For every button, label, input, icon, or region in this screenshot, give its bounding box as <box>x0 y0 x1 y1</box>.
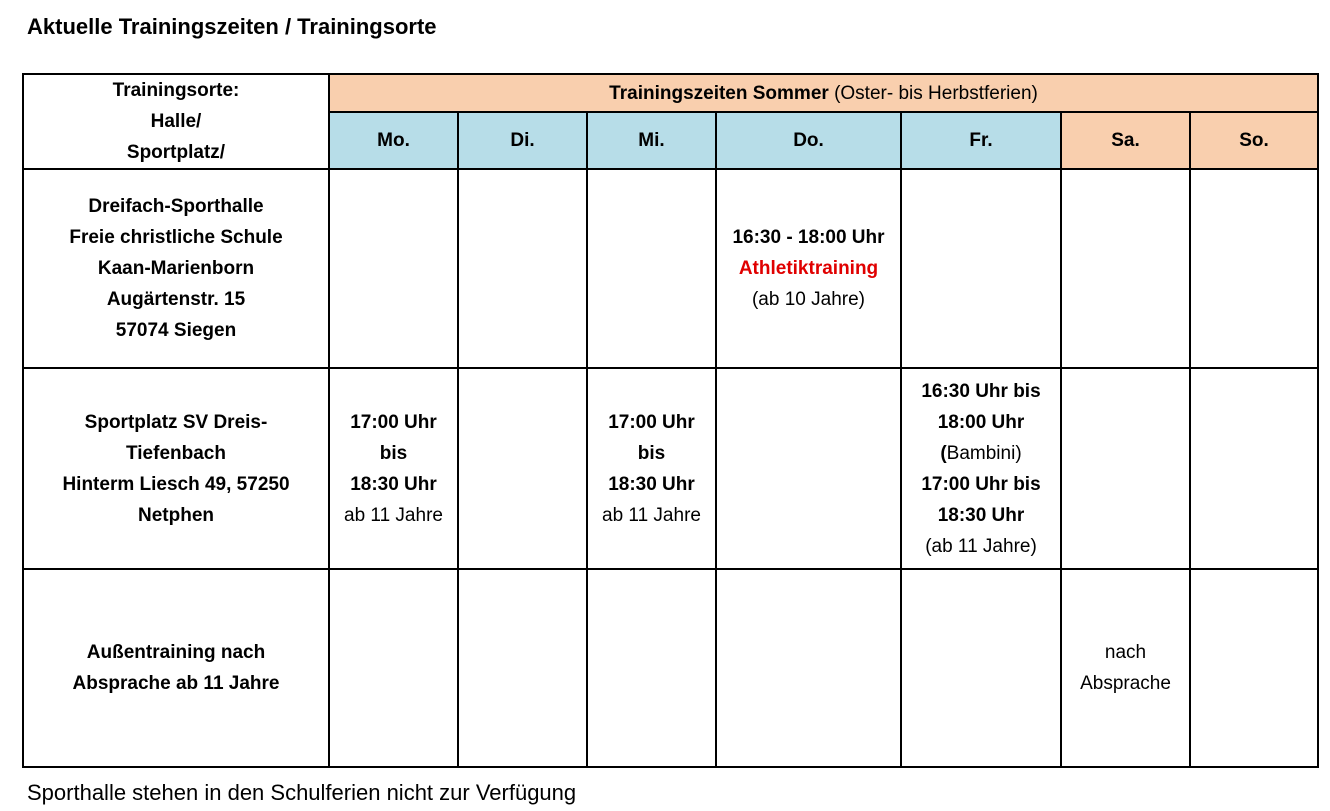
slot-cell-thu <box>716 569 901 767</box>
slot-line: 18:30 Uhr <box>937 504 1025 526</box>
day-header-wed: Mi. <box>587 112 716 169</box>
season-title: Trainingszeiten Sommer <box>609 82 829 104</box>
day-header-fri: Fr. <box>901 112 1061 169</box>
slot-cell-fri <box>901 368 1061 569</box>
slot-cell-tue <box>458 569 587 767</box>
slot-cell-sat <box>1061 368 1190 569</box>
place-line: Dreifach-Sporthalle <box>88 196 264 217</box>
slot-line: nach <box>1104 642 1147 663</box>
places-header-line: Halle/ <box>150 111 202 132</box>
table-row <box>23 569 1318 767</box>
slot-cell-tue <box>458 169 587 368</box>
day-header-sat: Sa. <box>1061 112 1190 169</box>
slot-line: 17:00 Uhr bis <box>921 473 1041 495</box>
slot-cell-wed <box>587 569 716 767</box>
place-cell <box>23 368 329 569</box>
slot-group <box>904 438 1058 469</box>
place-line: Sportplatz SV Dreis- <box>84 411 268 433</box>
slot-cell-sat <box>1061 569 1190 767</box>
header-row-season <box>23 74 1318 112</box>
place-line: Kaan-Marienborn <box>97 258 255 279</box>
slot-group-name: Bambini) <box>946 442 1022 464</box>
place-line: Außentraining nach <box>86 642 266 663</box>
place-line: Tiefenbach <box>126 442 226 464</box>
slot-cell-sun <box>1190 569 1318 767</box>
page-title: Aktuelle Trainingszeiten / Trainingsorte <box>27 14 437 39</box>
day-header-thu: Do. <box>716 112 901 169</box>
slot-cell-sat <box>1061 169 1190 368</box>
slot-from: 17:00 Uhr <box>350 411 437 433</box>
slot-cell-fri <box>901 569 1061 767</box>
slot-cell-tue <box>458 368 587 569</box>
slot-cell-thu <box>716 368 901 569</box>
table-row <box>23 169 1318 368</box>
places-header-cell <box>23 74 329 169</box>
slot-cell-mon <box>329 368 458 569</box>
slot-time: 16:30 - 18:00 Uhr <box>732 227 885 248</box>
slot-activity: Athletiktraining <box>738 258 879 279</box>
slot-cell-wed <box>587 368 716 569</box>
place-line: Freie christliche Schule <box>69 227 283 248</box>
slot-cell-wed <box>587 169 716 368</box>
slot-line: 16:30 Uhr bis <box>921 380 1041 402</box>
place-line: Netphen <box>138 504 214 526</box>
place-line: Augärtenstr. 15 <box>106 289 246 310</box>
slot-group-paren: ( <box>940 442 947 464</box>
place-line: Absprache ab 11 Jahre <box>72 673 280 694</box>
places-header-line: Sportplatz/ <box>126 142 226 163</box>
place-line: 57074 Siegen <box>115 320 237 341</box>
day-header-sun: So. <box>1190 112 1318 169</box>
table-row <box>23 368 1318 569</box>
schedule-table <box>22 73 1319 768</box>
slot-line: Absprache <box>1080 673 1171 694</box>
slot-cell-fri <box>901 169 1061 368</box>
day-header-mon: Mo. <box>329 112 458 169</box>
slot-cell-mon <box>329 569 458 767</box>
slot-line: 18:00 Uhr <box>937 411 1025 433</box>
places-header-line: Trainingsorte: <box>112 80 240 101</box>
slot-cell-sun <box>1190 368 1318 569</box>
place-cell <box>23 169 329 368</box>
slot-cell-mon <box>329 169 458 368</box>
slot-age: ab 11 Jahre <box>344 504 443 526</box>
day-header-tue: Di. <box>458 112 587 169</box>
slot-cell-thu <box>716 169 901 368</box>
place-line: Hinterm Liesch 49, 57250 <box>62 473 290 495</box>
slot-to: 18:30 Uhr <box>350 473 437 495</box>
slot-sep: bis <box>637 442 666 464</box>
slot-age: (ab 11 Jahre) <box>925 535 1037 557</box>
slot-from: 17:00 Uhr <box>608 411 695 433</box>
slot-age: ab 11 Jahre <box>602 504 701 526</box>
footnote: Sporthalle stehen in den Schulferien nicht zur Verfügung <box>27 780 577 805</box>
slot-sep: bis <box>379 442 408 464</box>
slot-cell-sun <box>1190 169 1318 368</box>
place-cell <box>23 569 329 767</box>
slot-age: (ab 10 Jahre) <box>751 289 865 310</box>
season-note: (Oster- bis Herbstferien) <box>834 82 1038 104</box>
season-header-cell <box>329 74 1318 112</box>
slot-to: 18:30 Uhr <box>608 473 695 495</box>
